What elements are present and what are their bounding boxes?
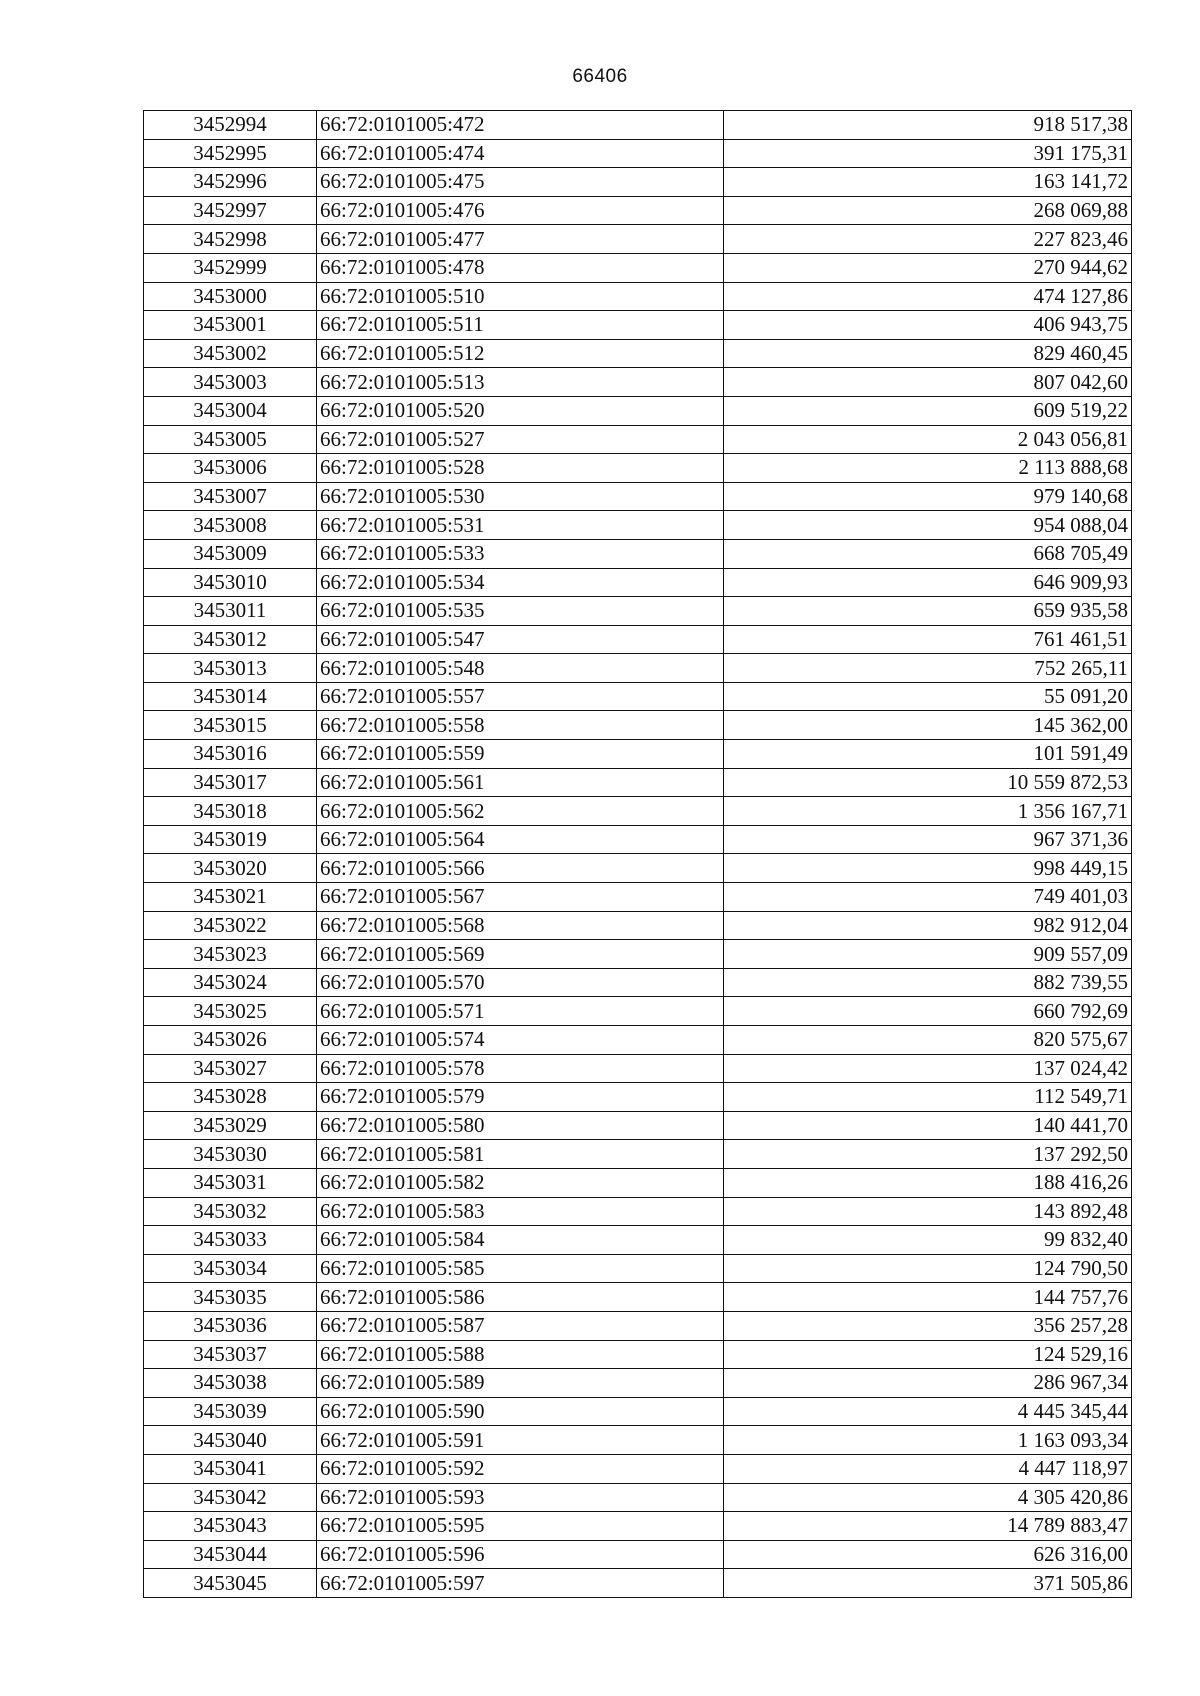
table-row (144, 883, 1132, 912)
cadastral-number-cell: 66:72:0101005:596 (317, 1540, 724, 1569)
cadastral-number-cell: 66:72:0101005:520 (317, 396, 724, 425)
table-row (144, 111, 1132, 140)
row-number-cell: 3453042 (144, 1483, 317, 1512)
cadastral-number-cell: 66:72:0101005:510 (317, 282, 724, 311)
cadastral-number-cell: 66:72:0101005:597 (317, 1569, 724, 1598)
cadastral-number-cell: 66:72:0101005:558 (317, 711, 724, 740)
table-row (144, 911, 1132, 940)
row-number-cell: 3453006 (144, 454, 317, 483)
cadastral-value-cell: 1 163 093,34 (724, 1426, 1132, 1455)
cadastral-number-cell: 66:72:0101005:559 (317, 740, 724, 769)
table-row (144, 825, 1132, 854)
cadastral-value-cell: 286 967,34 (724, 1369, 1132, 1398)
cadastral-value-cell: 137 024,42 (724, 1054, 1132, 1083)
cadastral-value-cell: 112 549,71 (724, 1083, 1132, 1112)
row-number-cell: 3453029 (144, 1111, 317, 1140)
cadastral-number-cell: 66:72:0101005:528 (317, 454, 724, 483)
cadastral-number-cell: 66:72:0101005:535 (317, 597, 724, 626)
cadastral-number-cell: 66:72:0101005:581 (317, 1140, 724, 1169)
cadastral-number-cell: 66:72:0101005:590 (317, 1397, 724, 1426)
row-number-cell: 3453021 (144, 883, 317, 912)
row-number-cell: 3453004 (144, 396, 317, 425)
row-number-cell: 3453000 (144, 282, 317, 311)
table-row (144, 282, 1132, 311)
table-row (144, 368, 1132, 397)
cadastral-number-cell: 66:72:0101005:530 (317, 482, 724, 511)
table-row (144, 768, 1132, 797)
row-number-cell: 3453017 (144, 768, 317, 797)
cadastral-number-cell: 66:72:0101005:472 (317, 111, 724, 140)
row-number-cell: 3453015 (144, 711, 317, 740)
table-row (144, 1111, 1132, 1140)
row-number-cell: 3453028 (144, 1083, 317, 1112)
table-row (144, 968, 1132, 997)
cadastral-number-cell: 66:72:0101005:562 (317, 797, 724, 826)
table-row (144, 1197, 1132, 1226)
table-row (144, 797, 1132, 826)
table-row (144, 339, 1132, 368)
cadastral-value-cell: 882 739,55 (724, 968, 1132, 997)
row-number-cell: 3453009 (144, 539, 317, 568)
table-row (144, 1369, 1132, 1398)
cadastral-number-cell: 66:72:0101005:580 (317, 1111, 724, 1140)
table-row (144, 1483, 1132, 1512)
row-number-cell: 3452998 (144, 225, 317, 254)
row-number-cell: 3453035 (144, 1283, 317, 1312)
cadastral-value-cell: 626 316,00 (724, 1540, 1132, 1569)
page-number: 66406 (572, 66, 628, 87)
table-row (144, 225, 1132, 254)
cadastral-number-cell: 66:72:0101005:582 (317, 1168, 724, 1197)
cadastral-value-cell: 371 505,86 (724, 1569, 1132, 1598)
cadastral-value-cell: 140 441,70 (724, 1111, 1132, 1140)
cadastral-number-cell: 66:72:0101005:584 (317, 1226, 724, 1255)
table-row (144, 539, 1132, 568)
row-number-cell: 3453020 (144, 854, 317, 883)
cadastral-value-cell: 659 935,58 (724, 597, 1132, 626)
cadastral-value-cell: 99 832,40 (724, 1226, 1132, 1255)
table-row (144, 454, 1132, 483)
table-row (144, 482, 1132, 511)
row-number-cell: 3453014 (144, 682, 317, 711)
table-row (144, 139, 1132, 168)
cadastral-number-cell: 66:72:0101005:477 (317, 225, 724, 254)
table-row (144, 711, 1132, 740)
cadastral-number-cell: 66:72:0101005:588 (317, 1340, 724, 1369)
table-row (144, 1540, 1132, 1569)
table-row (144, 740, 1132, 769)
cadastral-value-cell: 749 401,03 (724, 883, 1132, 912)
table-row (144, 311, 1132, 340)
table-row (144, 1226, 1132, 1255)
table-row (144, 597, 1132, 626)
row-number-cell: 3453007 (144, 482, 317, 511)
table-row (144, 1254, 1132, 1283)
table-row (144, 1140, 1132, 1169)
cadastral-value-cell: 4 447 118,97 (724, 1454, 1132, 1483)
row-number-cell: 3453018 (144, 797, 317, 826)
cadastral-number-cell: 66:72:0101005:512 (317, 339, 724, 368)
table-row (144, 196, 1132, 225)
cadastral-value-cell: 227 823,46 (724, 225, 1132, 254)
row-number-cell: 3453026 (144, 1026, 317, 1055)
cadastral-number-cell: 66:72:0101005:589 (317, 1369, 724, 1398)
table-row (144, 253, 1132, 282)
row-number-cell: 3452997 (144, 196, 317, 225)
cadastral-number-cell: 66:72:0101005:568 (317, 911, 724, 940)
cadastral-value-cell: 101 591,49 (724, 740, 1132, 769)
cadastral-value-cell: 909 557,09 (724, 940, 1132, 969)
table-row (144, 682, 1132, 711)
row-number-cell: 3452996 (144, 168, 317, 197)
cadastral-number-cell: 66:72:0101005:566 (317, 854, 724, 883)
cadastral-value-cell: 609 519,22 (724, 396, 1132, 425)
table-row (144, 1083, 1132, 1112)
row-number-cell: 3453041 (144, 1454, 317, 1483)
table-row (144, 511, 1132, 540)
cadastral-value-cell: 124 790,50 (724, 1254, 1132, 1283)
cadastral-value-cell: 2 043 056,81 (724, 425, 1132, 454)
cadastral-value-cell: 143 892,48 (724, 1197, 1132, 1226)
row-number-cell: 3453043 (144, 1512, 317, 1541)
cadastral-value-cell: 918 517,38 (724, 111, 1132, 140)
table-row (144, 1283, 1132, 1312)
row-number-cell: 3453025 (144, 997, 317, 1026)
table-body (144, 111, 1132, 1598)
row-number-cell: 3453037 (144, 1340, 317, 1369)
cadastral-number-cell: 66:72:0101005:570 (317, 968, 724, 997)
table-row (144, 1512, 1132, 1541)
row-number-cell: 3453039 (144, 1397, 317, 1426)
row-number-cell: 3453044 (144, 1540, 317, 1569)
row-number-cell: 3453030 (144, 1140, 317, 1169)
table-row (144, 1311, 1132, 1340)
cadastral-number-cell: 66:72:0101005:571 (317, 997, 724, 1026)
row-number-cell: 3453002 (144, 339, 317, 368)
row-number-cell: 3453034 (144, 1254, 317, 1283)
cadastral-value-cell: 954 088,04 (724, 511, 1132, 540)
cadastral-number-cell: 66:72:0101005:548 (317, 654, 724, 683)
cadastral-value-cell: 807 042,60 (724, 368, 1132, 397)
cadastral-number-cell: 66:72:0101005:527 (317, 425, 724, 454)
cadastral-number-cell: 66:72:0101005:564 (317, 825, 724, 854)
row-number-cell: 3453038 (144, 1369, 317, 1398)
cadastral-number-cell: 66:72:0101005:533 (317, 539, 724, 568)
row-number-cell: 3453040 (144, 1426, 317, 1455)
cadastral-number-cell: 66:72:0101005:574 (317, 1026, 724, 1055)
cadastral-value-cell: 270 944,62 (724, 253, 1132, 282)
row-number-cell: 3453011 (144, 597, 317, 626)
table-row (144, 425, 1132, 454)
cadastral-value-cell: 982 912,04 (724, 911, 1132, 940)
cadastral-value-cell: 144 757,76 (724, 1283, 1132, 1312)
row-number-cell: 3453022 (144, 911, 317, 940)
cadastral-value-cell: 829 460,45 (724, 339, 1132, 368)
table-row (144, 1340, 1132, 1369)
cadastral-value-cell: 145 362,00 (724, 711, 1132, 740)
cadastral-number-cell: 66:72:0101005:474 (317, 139, 724, 168)
row-number-cell: 3453003 (144, 368, 317, 397)
cadastral-value-cell: 820 575,67 (724, 1026, 1132, 1055)
cadastral-number-cell: 66:72:0101005:513 (317, 368, 724, 397)
table-row (144, 1054, 1132, 1083)
cadastral-number-cell: 66:72:0101005:557 (317, 682, 724, 711)
cadastral-number-cell: 66:72:0101005:592 (317, 1454, 724, 1483)
cadastral-value-cell: 391 175,31 (724, 139, 1132, 168)
cadastral-value-cell: 979 140,68 (724, 482, 1132, 511)
cadastral-value-cell: 998 449,15 (724, 854, 1132, 883)
row-number-cell: 3452995 (144, 139, 317, 168)
cadastral-number-cell: 66:72:0101005:579 (317, 1083, 724, 1112)
cadastral-value-cell: 660 792,69 (724, 997, 1132, 1026)
cadastral-number-cell: 66:72:0101005:591 (317, 1426, 724, 1455)
table-row (144, 997, 1132, 1026)
cadastral-value-cell: 356 257,28 (724, 1311, 1132, 1340)
table-row (144, 654, 1132, 683)
table-row (144, 940, 1132, 969)
cadastral-value-cell: 1 356 167,71 (724, 797, 1132, 826)
cadastral-value-cell: 124 529,16 (724, 1340, 1132, 1369)
row-number-cell: 3453005 (144, 425, 317, 454)
table-row (144, 625, 1132, 654)
cadastral-value-cell: 646 909,93 (724, 568, 1132, 597)
cadastral-number-cell: 66:72:0101005:583 (317, 1197, 724, 1226)
cadastral-number-cell: 66:72:0101005:478 (317, 253, 724, 282)
cadastral-number-cell: 66:72:0101005:476 (317, 196, 724, 225)
cadastral-number-cell: 66:72:0101005:561 (317, 768, 724, 797)
cadastral-value-cell: 4 445 345,44 (724, 1397, 1132, 1426)
table-row (144, 1569, 1132, 1598)
row-number-cell: 3453010 (144, 568, 317, 597)
table-row (144, 1397, 1132, 1426)
row-number-cell: 3452994 (144, 111, 317, 140)
cadastral-number-cell: 66:72:0101005:569 (317, 940, 724, 969)
cadastral-value-cell: 163 141,72 (724, 168, 1132, 197)
cadastral-value-cell: 137 292,50 (724, 1140, 1132, 1169)
cadastral-value-cell: 406 943,75 (724, 311, 1132, 340)
table-row (144, 1426, 1132, 1455)
cadastral-value-table (143, 110, 1132, 1598)
row-number-cell: 3453036 (144, 1311, 317, 1340)
table-row (144, 1168, 1132, 1197)
cadastral-value-cell: 268 069,88 (724, 196, 1132, 225)
row-number-cell: 3453027 (144, 1054, 317, 1083)
row-number-cell: 3453023 (144, 940, 317, 969)
cadastral-value-cell: 761 461,51 (724, 625, 1132, 654)
table-row (144, 568, 1132, 597)
row-number-cell: 3452999 (144, 253, 317, 282)
row-number-cell: 3453024 (144, 968, 317, 997)
table-row (144, 1026, 1132, 1055)
table-row (144, 396, 1132, 425)
cadastral-value-cell: 4 305 420,86 (724, 1483, 1132, 1512)
cadastral-number-cell: 66:72:0101005:595 (317, 1512, 724, 1541)
table-row (144, 1454, 1132, 1483)
cadastral-value-cell: 2 113 888,68 (724, 454, 1132, 483)
cadastral-value-cell: 967 371,36 (724, 825, 1132, 854)
cadastral-value-cell: 10 559 872,53 (724, 768, 1132, 797)
cadastral-value-cell: 752 265,11 (724, 654, 1132, 683)
cadastral-value-cell: 668 705,49 (724, 539, 1132, 568)
row-number-cell: 3453045 (144, 1569, 317, 1598)
cadastral-number-cell: 66:72:0101005:593 (317, 1483, 724, 1512)
row-number-cell: 3453032 (144, 1197, 317, 1226)
table-row (144, 168, 1132, 197)
cadastral-number-cell: 66:72:0101005:531 (317, 511, 724, 540)
cadastral-number-cell: 66:72:0101005:547 (317, 625, 724, 654)
cadastral-number-cell: 66:72:0101005:585 (317, 1254, 724, 1283)
row-number-cell: 3453016 (144, 740, 317, 769)
cadastral-number-cell: 66:72:0101005:511 (317, 311, 724, 340)
cadastral-number-cell: 66:72:0101005:586 (317, 1283, 724, 1312)
cadastral-value-cell: 14 789 883,47 (724, 1512, 1132, 1541)
row-number-cell: 3453008 (144, 511, 317, 540)
cadastral-number-cell: 66:72:0101005:587 (317, 1311, 724, 1340)
table-row (144, 854, 1132, 883)
row-number-cell: 3453033 (144, 1226, 317, 1255)
cadastral-number-cell: 66:72:0101005:475 (317, 168, 724, 197)
cadastral-value-cell: 188 416,26 (724, 1168, 1132, 1197)
cadastral-number-cell: 66:72:0101005:567 (317, 883, 724, 912)
row-number-cell: 3453012 (144, 625, 317, 654)
row-number-cell: 3453001 (144, 311, 317, 340)
row-number-cell: 3453031 (144, 1168, 317, 1197)
row-number-cell: 3453019 (144, 825, 317, 854)
row-number-cell: 3453013 (144, 654, 317, 683)
cadastral-value-cell: 55 091,20 (724, 682, 1132, 711)
cadastral-number-cell: 66:72:0101005:578 (317, 1054, 724, 1083)
cadastral-number-cell: 66:72:0101005:534 (317, 568, 724, 597)
cadastral-value-cell: 474 127,86 (724, 282, 1132, 311)
